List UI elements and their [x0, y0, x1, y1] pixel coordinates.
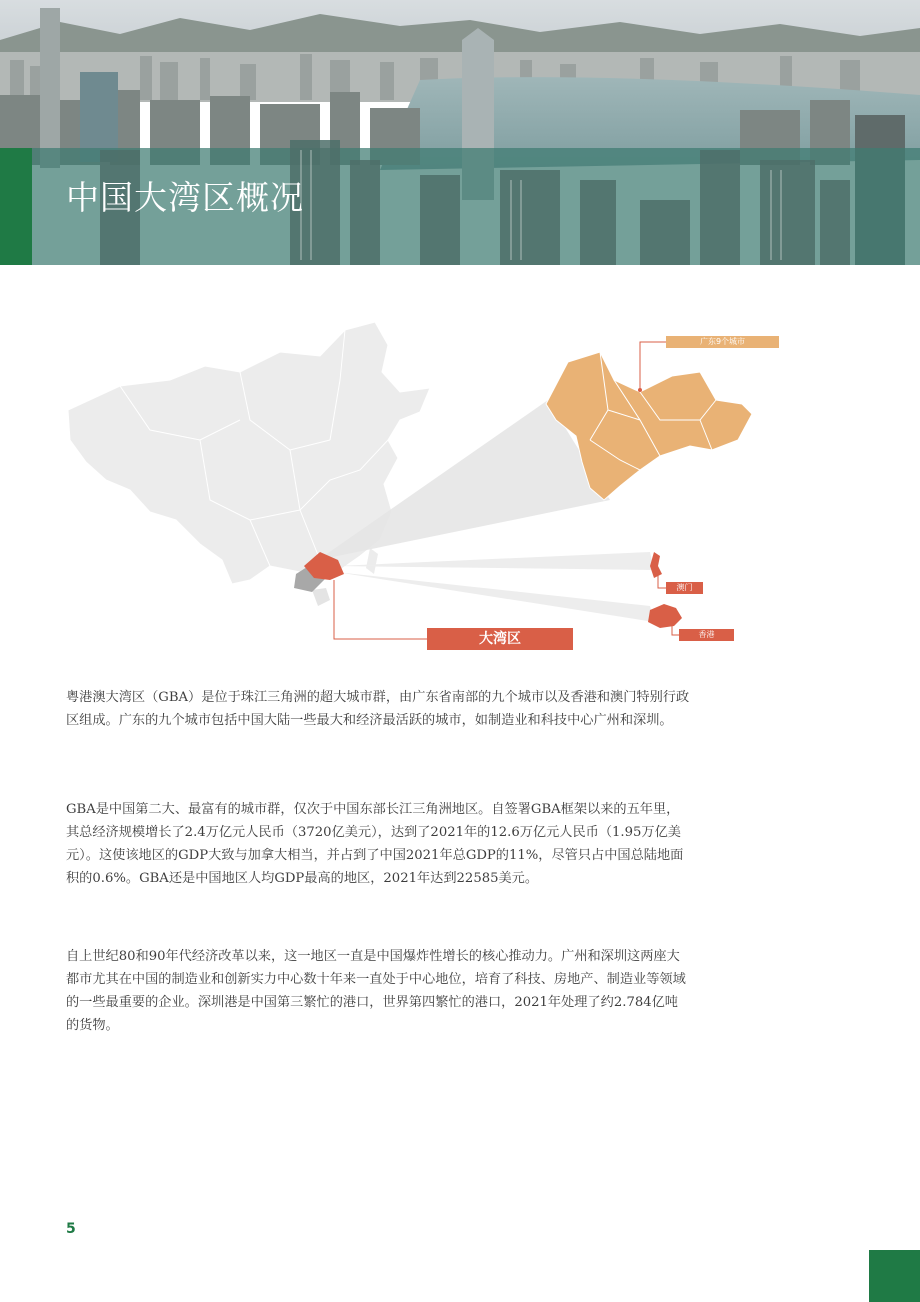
hong-kong-shape — [648, 604, 682, 628]
page-title: 中国大湾区概况 — [66, 178, 304, 217]
footer-accent-block — [869, 1250, 920, 1302]
macau-shape — [650, 552, 662, 578]
paragraph-history: 自上世纪80和90年代经济改革以来，这一地区一直是中国爆炸性增长的核心推动力。广州和深圳这两座大都市尤其在中国的制造业和创新实力中心数十年来一直处于中心地位，培育了科技、房地产、制造业等领域的一些最重要的企业。深圳港是中国第三繁忙的港口，世界第四繁忙的港口，2021年处理了约2.784亿吨的货物。 — [66, 949, 686, 1033]
hero-banner — [0, 0, 920, 265]
paragraph-economy: GBA是中国第二大、最富有的城市群，仅次于中国东部长江三角洲地区。自签署GBA框架以来的五年里，其总经济规模增长了2.4万亿元人民币（3720亿美元），达到了2021年的12.6万亿元人民币（1.95万亿美元）。这使该地区的GDP大致与加拿大相当，并占到了中国2021年总GDP的11%，尽管只占中国总陆地面积的0.6%。GBA还是中国地区人均GDP最高的地区，2021年达到22585美元。 — [66, 802, 684, 886]
gba-map-graphic — [0, 300, 920, 670]
label-macau: 澳门 — [666, 582, 703, 594]
label-guangdong-nine-cities: 广东9个城市 — [666, 336, 779, 348]
label-hong-kong: 香港 — [679, 629, 734, 641]
label-greater-bay-area: 大湾区 — [427, 628, 573, 650]
hero-accent-bar — [0, 148, 32, 265]
hong-kong-skyline-photo — [0, 0, 920, 265]
china-map-svg — [0, 300, 920, 670]
paragraph-intro: 粤港澳大湾区（GBA）是位于珠江三角洲的超大城市群，由广东省南部的九个城市以及香港和澳门特别行政区组成。广东的九个城市包括中国大陆一些最大和经济最活跃的城市，如制造业和科技中心广州和深圳。 — [66, 690, 690, 728]
page-number: 5 — [66, 1221, 76, 1237]
